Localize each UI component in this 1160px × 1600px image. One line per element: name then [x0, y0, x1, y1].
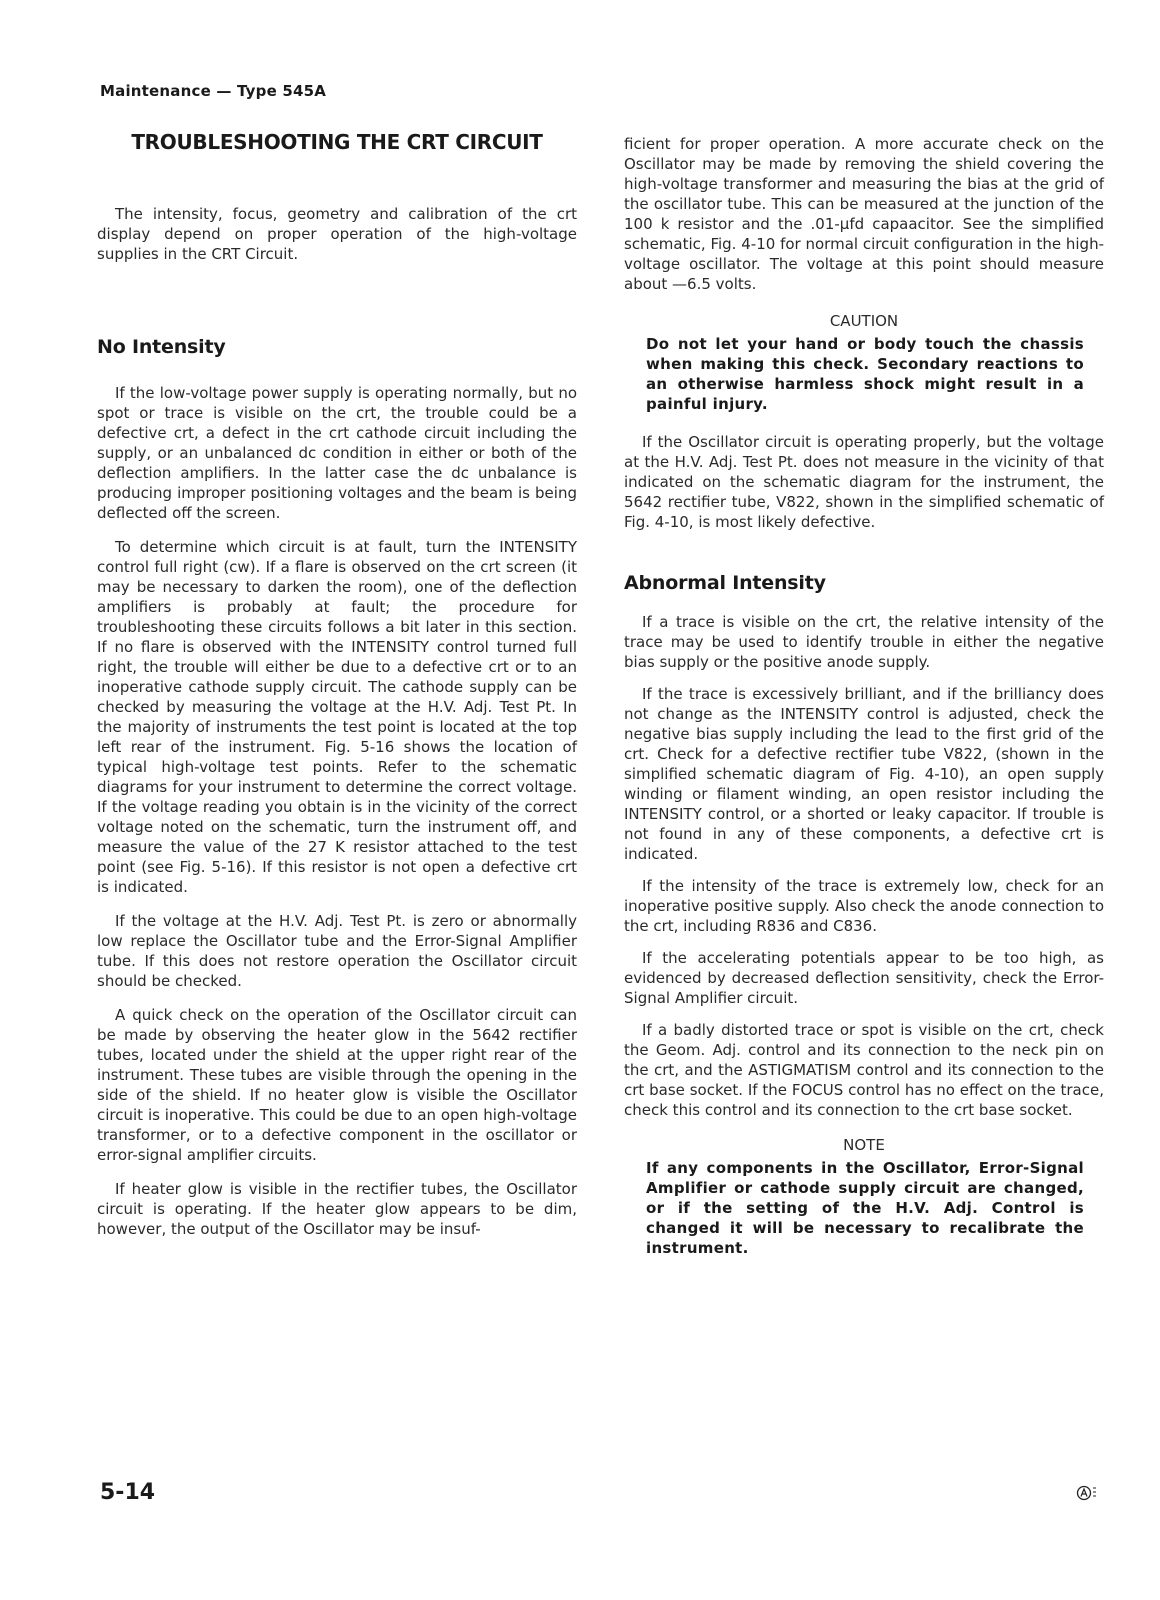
no-intensity-heading: No Intensity: [97, 336, 226, 358]
caution-label: CAUTION: [829, 312, 899, 330]
abnormal-paragraph-1: If a trace is visible on the crt, the relative intensity of the trace may be used to identify trouble in either the negative bias supply or the positive anode supply.: [624, 613, 1104, 671]
circled-a-revision-mark-icon: [1076, 1484, 1098, 1502]
abnormal-paragraph-3: If the intensity of the trace is extremely low, check for an inoperative positive supply. Also check the anode connection to the crt, including R836 and C836.: [624, 877, 1104, 935]
no-intensity-paragraph-4: A quick check on the operation of the Oscillator circuit can be made by observing the heater glow in the 5642 rectifier tubes, located under the shield at the upper right rear of the instrument. These tubes are visible through the opening in the side of the shield. If no heater glow is visible the Oscillator circuit is inoperative. This could be due to an open high-voltage transformer, or to a defective component in the oscillator or error-signal amplifier circuits.: [97, 1006, 577, 1164]
intro-paragraph: The intensity, focus, geometry and calibration of the crt display depend on proper operation of the high-voltage supplies in the CRT Circuit.: [97, 205, 577, 263]
oscillator-paragraph: If the Oscillator circuit is operating properly, but the voltage at the H.V. Adj. Test Pt. does not measure in the vicinity of that indicated on the schematic diagram for the instrument, the 5642 rectifier tube, V822, shown in the simplified schematic of Fig. 4-10, is most likely defective.: [624, 433, 1104, 531]
abnormal-paragraph-4: If the accelerating potentials appear to be too high, as evidenced by decreased deflection sensitivity, check the Error-Signal Amplifier circuit.: [624, 949, 1104, 1007]
abnormal-paragraph-2: If the trace is excessively brilliant, and if the brilliancy does not change as the INTENSITY control is adjusted, check the negative bias supply including the lead to the first grid of the crt. Check for a defective rectifier tube V822, (shown in the simplified schematic diagram of Fig. 4-10), an open supply winding or filament winding, an open resistor including the INTENSITY control, or a shorted or leaky capacitor. If trouble is not found in any of these components, a defective crt is indicated.: [624, 685, 1104, 863]
continued-paragraph: ficient for proper operation. A more accurate check on the Oscillator may be made by removing the shield covering the high-voltage transformer and measuring the bias at the grid of the oscillator tube. This can be measured at the junction of the 100 k resistor and the .01-μfd capaacitor. See the simplified schematic, Fig. 4-10 for normal circuit configuration in the high-voltage oscillator. The voltage at this point should measure about —6.5 volts.: [624, 135, 1104, 293]
caution-text: Do not let your hand or body touch the chassis when making this check. Secondary reactions to an otherwise harmless shock might result in a painful injury.: [646, 335, 1084, 413]
left-column: [97, 130, 577, 1239]
caution-box: [624, 312, 1104, 414]
note-text: If any components in the Oscillator, Error-Signal Amplifier or cathode supply circuit are changed, or if the setting of the H.V. Adj. Control is changed it will be necessary to recalibrate the instrument.: [646, 1159, 1084, 1257]
no-intensity-paragraph-1: If the low-voltage power supply is operating normally, but no spot or trace is visible on the crt, the trouble could be a defective crt, a defect in the crt cathode circuit including the supply, or an unbalanced dc condition in either or both of the deflection amplifiers. In the latter case the dc unbalance is producing improper positioning voltages and the beam is being deflected off the screen.: [97, 384, 577, 522]
note-box: [624, 1136, 1104, 1258]
page-number: 5-14: [100, 1480, 156, 1505]
no-intensity-paragraph-5: If heater glow is visible in the rectifier tubes, the Oscillator circuit is operating. If the heater glow appears to be dim, however, the output of the Oscillator may be insuf-: [97, 1180, 577, 1238]
abnormal-paragraph-5: If a badly distorted trace or spot is visible on the crt, check the Geom. Adj. control and its connection to the neck pin on the crt, and the ASTIGMATISM control and its connection to the crt base socket. If the FOCUS control has no effect on the trace, check this control and its connection to the crt base socket.: [624, 1021, 1104, 1119]
no-intensity-paragraph-3: If the voltage at the H.V. Adj. Test Pt. is zero or abnormally low replace the Oscillator tube and the Error-Signal Amplifier tube. If this does not restore operation the Oscillator circuit should be checked.: [97, 912, 577, 990]
section-title: TROUBLESHOOTING THE CRT CIRCUIT: [131, 130, 543, 154]
no-intensity-paragraph-2: To determine which circuit is at fault, turn the INTENSITY control full right (cw). If a flare is observed on the crt screen (it may be necessary to darken the room), one of the deflection amplifiers is probably at fault; the procedure for troubleshooting these circuits follows a bit later in this section. If no flare is observed with the INTENSITY control turned full right, the trouble will either be due to a defective crt or to an inoperative cathode supply circuit. The cathode supply can be checked by measuring the voltage at the H.V. Adj. Test Pt. In the majority of instruments the test point is located at the top left rear of the instrument. Fig. 5-16 shows the location of typical high-voltage test points. Refer to the schematic diagrams for your instrument to determine the correct voltage. If the voltage reading you obtain is in the vicinity of the correct voltage noted on the schematic, turn the instrument off, and measure the value of the 27 K resistor attached to the test point (see Fig. 5-16). If this resistor is not open a defective crt is indicated.: [97, 538, 577, 896]
note-label: NOTE: [843, 1136, 885, 1154]
abnormal-intensity-heading: Abnormal Intensity: [624, 572, 826, 594]
running-head: Maintenance — Type 545A: [100, 82, 327, 100]
right-column: [624, 134, 1104, 1258]
